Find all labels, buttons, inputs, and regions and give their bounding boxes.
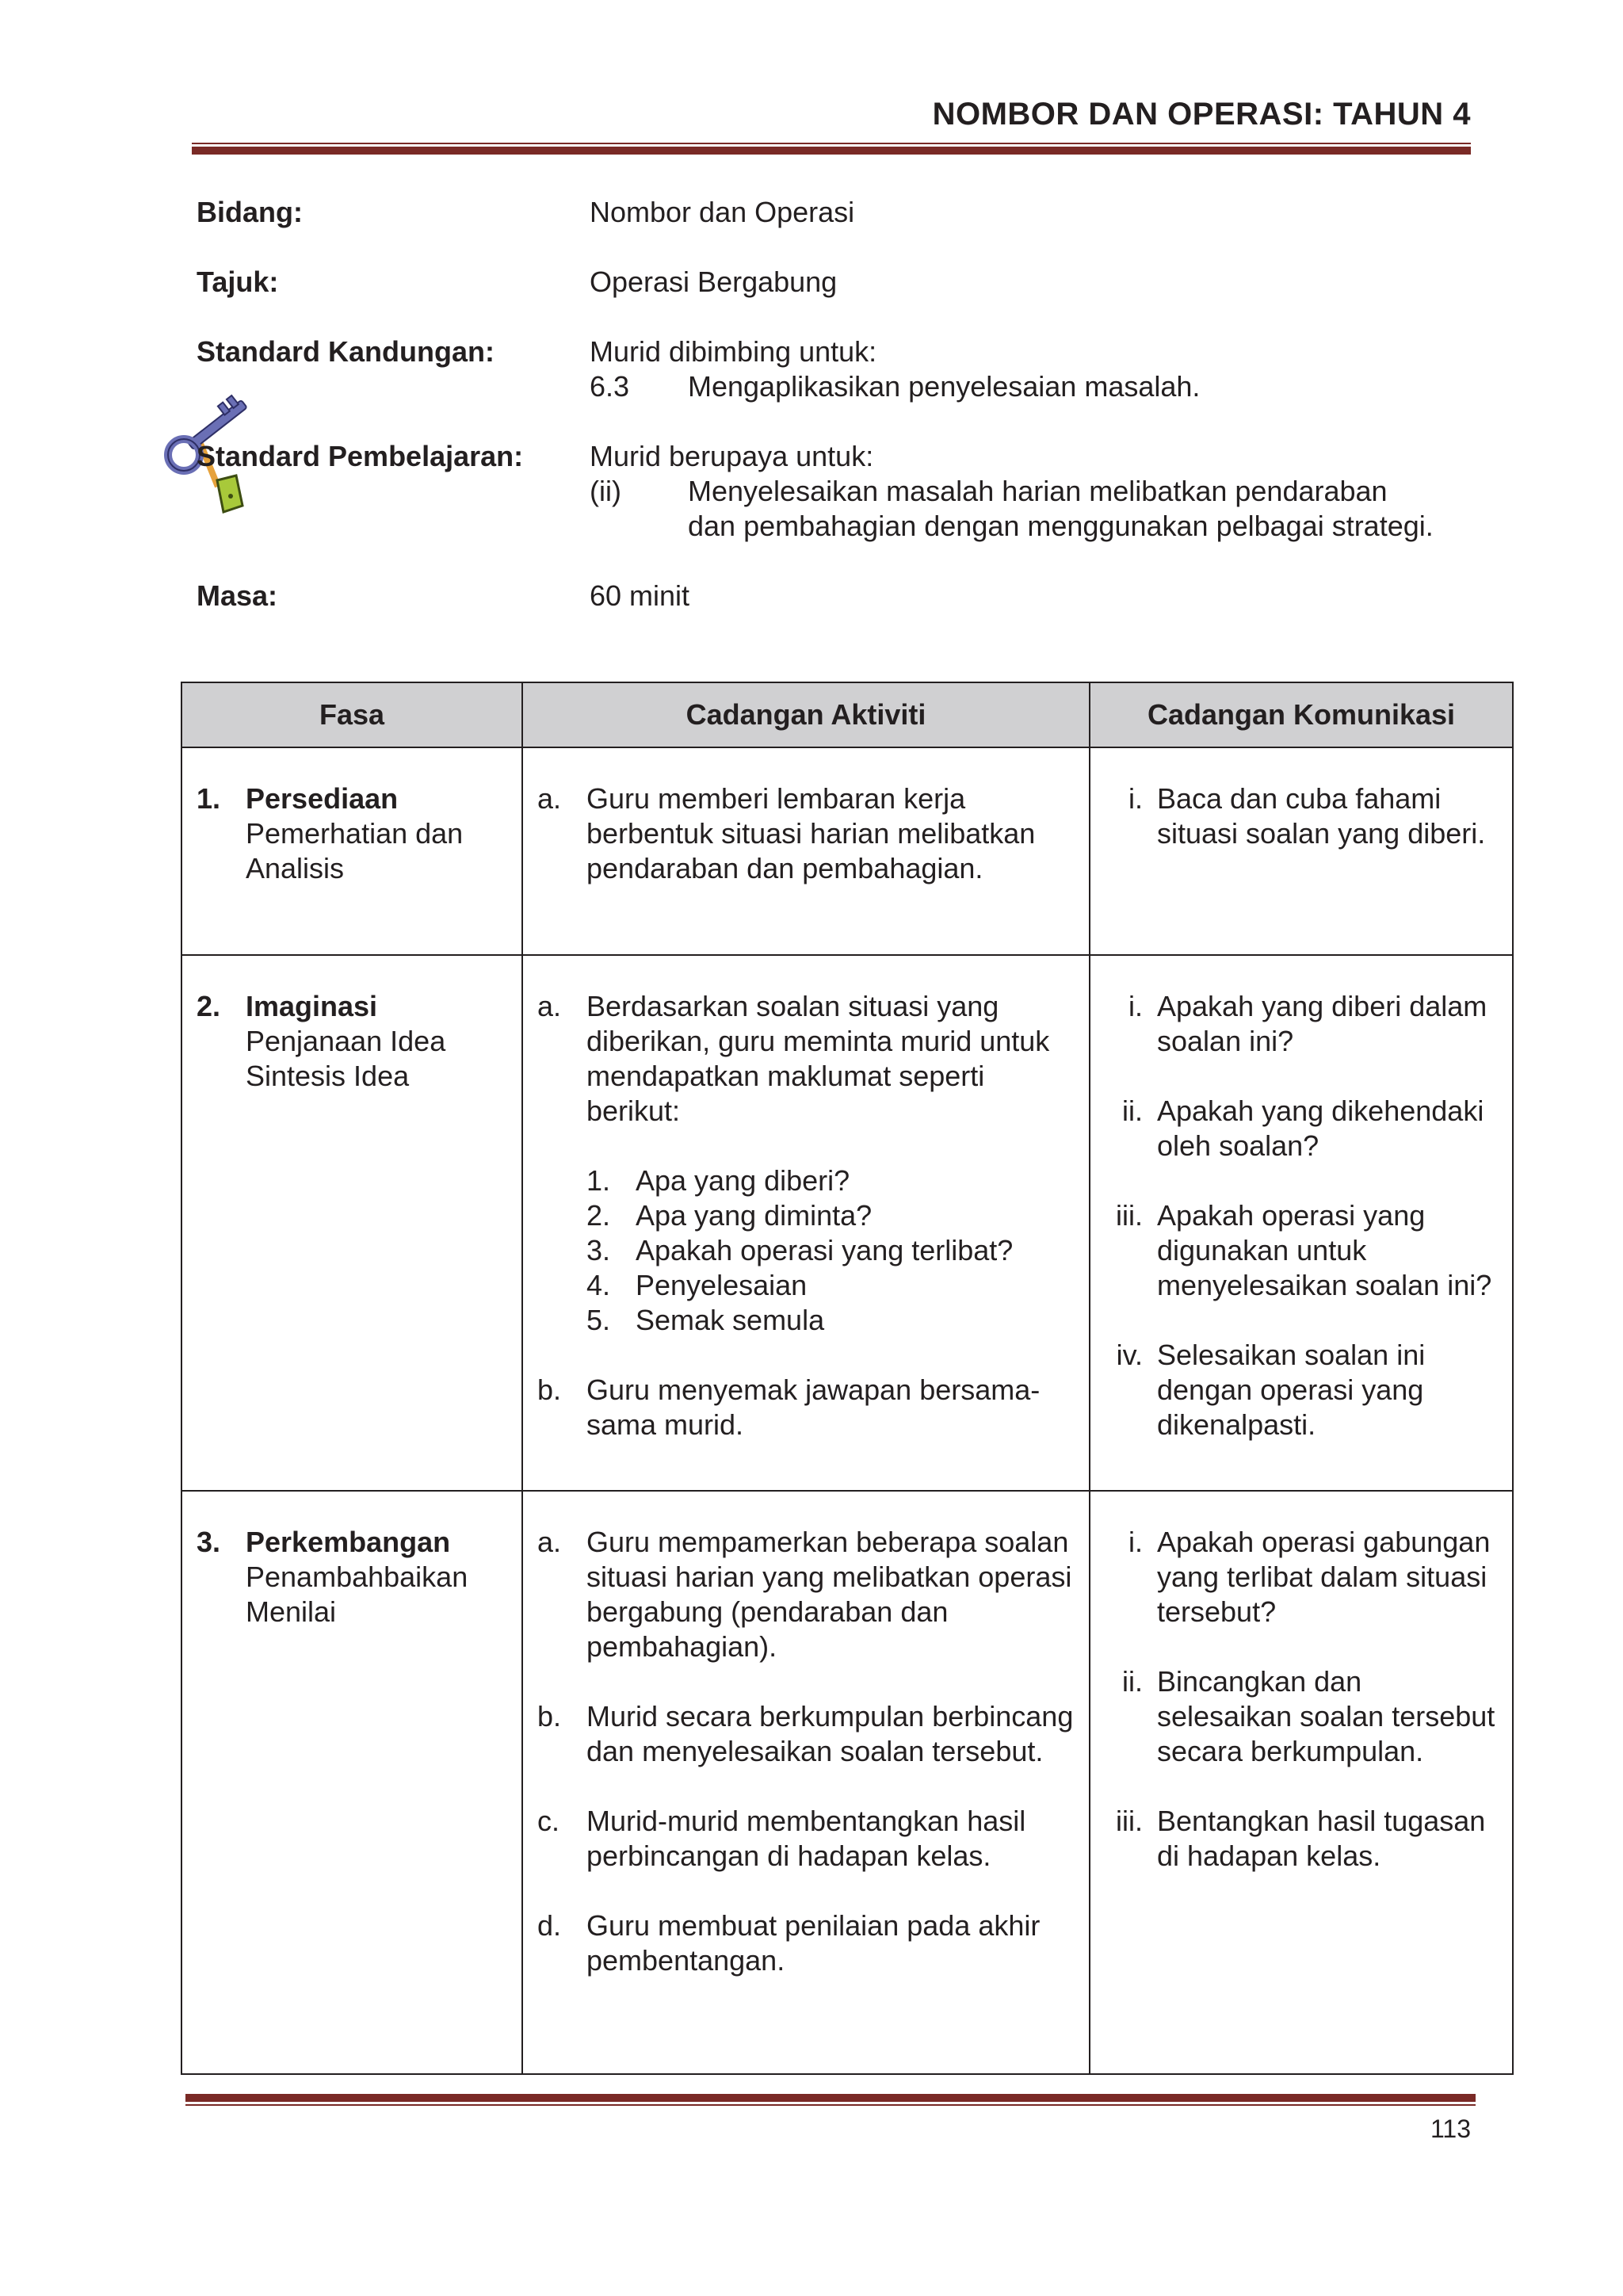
header-cadangan-komunikasi: Cadangan Komunikasi bbox=[1090, 682, 1513, 747]
phase-number: 3. bbox=[197, 1526, 221, 1558]
activity-sub-item bbox=[586, 1303, 1075, 1338]
tajuk-label: Tajuk: bbox=[197, 266, 279, 298]
standard-kandungan-intro: Murid dibimbing untuk: bbox=[590, 335, 877, 368]
sub-marker: 4. bbox=[586, 1269, 611, 1301]
communication-text: Bincangkan dan selesaikan soalan tersebut secara berkumpulan. bbox=[1157, 1665, 1495, 1767]
communication-text: Apakah yang dikehendaki oleh soalan? bbox=[1157, 1095, 1484, 1162]
activity-sub-item bbox=[586, 1233, 1075, 1268]
table-row bbox=[181, 955, 1513, 1491]
communication-item bbox=[1105, 1094, 1498, 1163]
lesson-table bbox=[181, 682, 1514, 2075]
header-rule-thick bbox=[192, 147, 1471, 155]
info-row-bidang bbox=[197, 195, 1496, 230]
activity-cell bbox=[522, 1491, 1090, 2074]
activity-item bbox=[537, 781, 1075, 886]
activity-cell bbox=[522, 747, 1090, 955]
phase bbox=[197, 1525, 507, 1629]
communication-text: Apakah operasi yang digunakan untuk menyelesaikan soalan ini? bbox=[1157, 1199, 1492, 1301]
activity-text: Guru menyemak jawapan bersama-sama murid. bbox=[586, 1373, 1041, 1441]
sub-text: Semak semula bbox=[636, 1304, 825, 1336]
communication-marker: iii. bbox=[1116, 1199, 1143, 1232]
footer-rule-thick bbox=[185, 2094, 1476, 2102]
activity-text: Guru membuat penilaian pada akhir pembentangan. bbox=[586, 1909, 1041, 1977]
phase-subtitle: Penjanaan Idea bbox=[246, 1025, 446, 1057]
standard-kandungan-number: 6.3 bbox=[590, 370, 630, 403]
activity-text: Murid secara berkumpulan berbincang dan menyelesaikan soalan tersebut. bbox=[586, 1700, 1074, 1767]
phase-number: 1. bbox=[197, 782, 221, 815]
standard-kandungan-text: Mengaplikasikan penyelesaian masalah. bbox=[688, 370, 1201, 403]
communication-marker: i. bbox=[1128, 1526, 1143, 1558]
lesson-info bbox=[197, 195, 1496, 613]
standard-pembelajaran-label: Standard Pembelajaran: bbox=[197, 440, 524, 472]
standard-kandungan-label: Standard Kandungan: bbox=[197, 335, 495, 368]
activity-text: Berdasarkan soalan situasi yang diberikan, guru meminta murid untuk mendapatkan maklumat seperti berikut: bbox=[586, 990, 1050, 1127]
standard-pembelajaran-value bbox=[590, 439, 1496, 544]
activity-item bbox=[537, 989, 1075, 1338]
info-row-standard-kandungan bbox=[197, 334, 1496, 404]
activity-sub-item bbox=[586, 1163, 1075, 1198]
communication-marker: i. bbox=[1128, 990, 1143, 1022]
phase-subtitle: Penambahbaikan bbox=[246, 1561, 468, 1593]
phase-subtitle: Sintesis Idea bbox=[246, 1060, 410, 1092]
phase bbox=[197, 781, 507, 886]
communication-marker: iv. bbox=[1116, 1339, 1143, 1371]
standard-kandungan-item bbox=[590, 369, 1496, 404]
table-row bbox=[181, 1491, 1513, 2074]
communication-text: Apakah operasi gabungan yang terlibat dalam situasi tersebut? bbox=[1157, 1526, 1491, 1628]
phase bbox=[197, 989, 507, 1094]
activity-marker: a. bbox=[537, 990, 562, 1022]
activity-item bbox=[537, 1804, 1075, 1874]
communication-item bbox=[1105, 1804, 1498, 1874]
activity-sub-item bbox=[586, 1198, 1075, 1233]
communication-marker: ii. bbox=[1122, 1095, 1143, 1127]
page-number: 113 bbox=[1430, 2115, 1471, 2143]
info-row-masa bbox=[197, 579, 1496, 613]
info-row-standard-pembelajaran bbox=[197, 439, 1496, 544]
communication-text: Bentangkan hasil tugasan di hadapan kelas. bbox=[1157, 1805, 1486, 1872]
activity-marker: a. bbox=[537, 1526, 562, 1558]
communication-cell bbox=[1090, 955, 1513, 1491]
masa-label: Masa: bbox=[197, 579, 278, 612]
activity-item bbox=[537, 1908, 1075, 1978]
activity-marker: d. bbox=[537, 1909, 562, 1942]
phase-number: 2. bbox=[197, 990, 221, 1022]
activity-cell bbox=[522, 955, 1090, 1491]
communication-item bbox=[1105, 989, 1498, 1059]
activity-sub-list bbox=[586, 1163, 1075, 1338]
communication-cell bbox=[1090, 1491, 1513, 2074]
phase-subtitle: Analisis bbox=[246, 852, 345, 884]
standard-pembelajaran-intro: Murid berupaya untuk: bbox=[590, 440, 874, 472]
sub-text: Apa yang diberi? bbox=[636, 1164, 850, 1197]
activity-marker: a. bbox=[537, 782, 562, 815]
info-row-tajuk bbox=[197, 265, 1496, 300]
sub-marker: 5. bbox=[586, 1304, 611, 1336]
communication-item bbox=[1105, 1664, 1498, 1769]
phase-cell bbox=[181, 747, 522, 955]
communication-marker: iii. bbox=[1116, 1805, 1143, 1837]
tajuk-value: Operasi Bergabung bbox=[590, 266, 838, 298]
table-header-row bbox=[181, 682, 1513, 747]
page-header-title: NOMBOR DAN OPERASI: TAHUN 4 bbox=[932, 97, 1471, 132]
phase-cell bbox=[181, 955, 522, 1491]
activity-marker: c. bbox=[537, 1805, 560, 1837]
phase-cell bbox=[181, 1491, 522, 2074]
communication-item bbox=[1105, 1338, 1498, 1442]
sub-text: Penyelesaian bbox=[636, 1269, 808, 1301]
sub-marker: 2. bbox=[586, 1199, 611, 1232]
bidang-value: Nombor dan Operasi bbox=[590, 196, 855, 228]
phase-subtitle: Pemerhatian dan bbox=[246, 817, 464, 850]
activity-sub-item bbox=[586, 1268, 1075, 1303]
communication-cell bbox=[1090, 747, 1513, 955]
communication-text: Apakah yang diberi dalam soalan ini? bbox=[1157, 990, 1487, 1057]
header-fasa: Fasa bbox=[181, 682, 522, 747]
header-rule-thin bbox=[192, 143, 1471, 144]
activity-item bbox=[537, 1699, 1075, 1769]
communication-marker: i. bbox=[1128, 782, 1143, 815]
phase-title: Persediaan bbox=[246, 782, 399, 815]
standard-pembelajaran-number: (ii) bbox=[590, 475, 621, 507]
standard-kandungan-value bbox=[590, 334, 1496, 404]
sub-text: Apa yang diminta? bbox=[636, 1199, 873, 1232]
communication-item bbox=[1105, 1198, 1498, 1303]
activity-text: Guru mempamerkan beberapa soalan situasi harian yang melibatkan operasi bergabung (pendaraban dan pembahagian). bbox=[586, 1526, 1072, 1663]
activity-item bbox=[537, 1373, 1075, 1442]
activity-marker: b. bbox=[537, 1700, 562, 1733]
sub-text: Apakah operasi yang terlibat? bbox=[636, 1234, 1014, 1266]
sub-marker: 3. bbox=[586, 1234, 611, 1266]
communication-item bbox=[1105, 781, 1498, 851]
standard-pembelajaran-item bbox=[590, 474, 1496, 544]
header-cadangan-aktiviti: Cadangan Aktiviti bbox=[522, 682, 1090, 747]
bidang-label: Bidang: bbox=[197, 196, 303, 228]
activity-marker: b. bbox=[537, 1373, 562, 1406]
communication-text: Selesaikan soalan ini dengan operasi yang dikenalpasti. bbox=[1157, 1339, 1426, 1441]
sub-marker: 1. bbox=[586, 1164, 611, 1197]
activity-text: Murid-murid membentangkan hasil perbincangan di hadapan kelas. bbox=[586, 1805, 1026, 1872]
footer-rule-thin bbox=[185, 2104, 1476, 2106]
communication-item bbox=[1105, 1525, 1498, 1629]
phase-title: Perkembangan bbox=[246, 1526, 451, 1558]
table-row bbox=[181, 747, 1513, 955]
phase-title: Imaginasi bbox=[246, 990, 378, 1022]
phase-subtitle: Menilai bbox=[246, 1595, 337, 1628]
communication-text: Baca dan cuba fahami situasi soalan yang diberi. bbox=[1157, 782, 1486, 850]
activity-text: Guru memberi lembaran kerja berbentuk situasi harian melibatkan pendaraban dan pembahagian. bbox=[586, 782, 1036, 884]
standard-pembelajaran-text: Menyelesaikan masalah harian melibatkan pendaraban dan pembahagian dengan menggunakan pelbagai strategi. bbox=[688, 475, 1434, 542]
masa-value: 60 minit bbox=[590, 579, 690, 612]
activity-item bbox=[537, 1525, 1075, 1664]
communication-marker: ii. bbox=[1122, 1665, 1143, 1698]
